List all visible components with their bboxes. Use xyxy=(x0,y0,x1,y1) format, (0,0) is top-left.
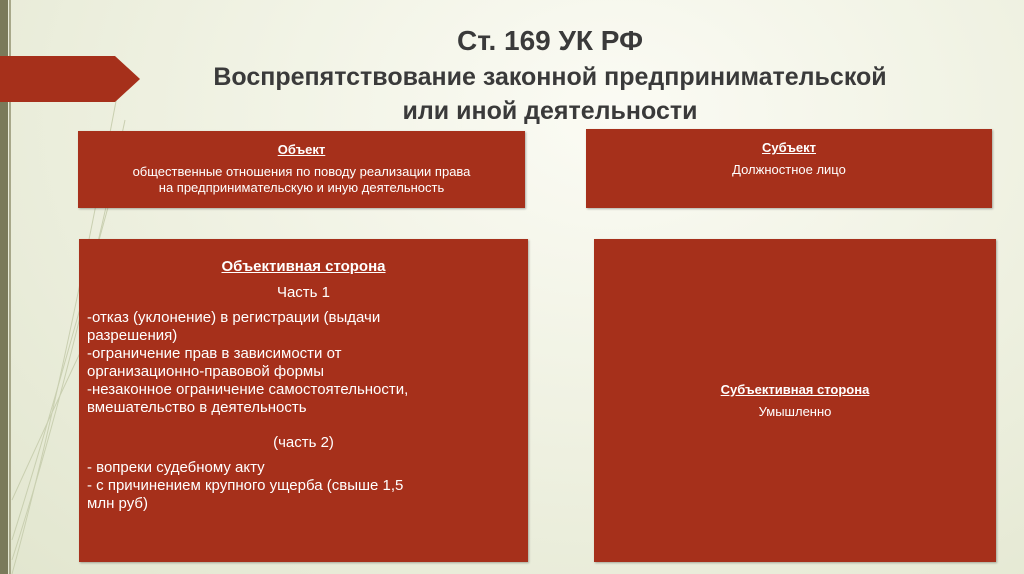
title-article: Ст. 169 УК РФ xyxy=(456,25,644,56)
objective-line: -ограничение прав в зависимости от xyxy=(87,345,342,362)
subject-heading: Субъект xyxy=(761,140,817,155)
object-heading: Объект xyxy=(277,142,326,157)
objective-side-part2: (часть 2) xyxy=(273,434,334,451)
objective-line: разрешения) xyxy=(87,327,178,344)
object-box xyxy=(78,131,525,208)
subjective-side-heading: Субъективная сторона xyxy=(720,382,870,397)
title-line-2: Воспрепятствование законной предпринимательской xyxy=(213,63,887,91)
object-text-line2: на предпринимательскую и иную деятельность xyxy=(158,180,445,195)
objective-side-part1: Часть 1 xyxy=(276,284,331,301)
spacer xyxy=(87,417,520,433)
objective-side-heading: Объективная сторона xyxy=(221,258,386,275)
object-text-line1: общественные отношения по поводу реализации права xyxy=(132,164,471,179)
objective-line-part2: - с причинением крупного ущерба (свыше 1,5 xyxy=(87,477,404,494)
objective-line-part2: - вопреки судебному акту xyxy=(87,459,265,476)
objective-line-part2: млн руб) xyxy=(87,495,148,512)
subjective-side-text: Умышленно xyxy=(758,404,832,419)
objective-line: организационно-правовой формы xyxy=(87,363,325,380)
subject-text: Должностное лицо xyxy=(732,162,846,177)
subjective-side-box xyxy=(594,239,996,562)
objective-line: -незаконное ограничение самостоятельности, xyxy=(87,381,409,398)
slide-title xyxy=(120,22,980,128)
subject-box xyxy=(586,129,992,208)
title-arrow-band xyxy=(0,56,140,102)
title-line-3: или иной деятельности xyxy=(402,97,698,125)
objective-line: -отказ (уклонение) в регистрации (выдачи xyxy=(87,309,381,326)
objective-side-box xyxy=(79,239,528,562)
objective-line: вмешательство в деятельность xyxy=(87,399,307,416)
